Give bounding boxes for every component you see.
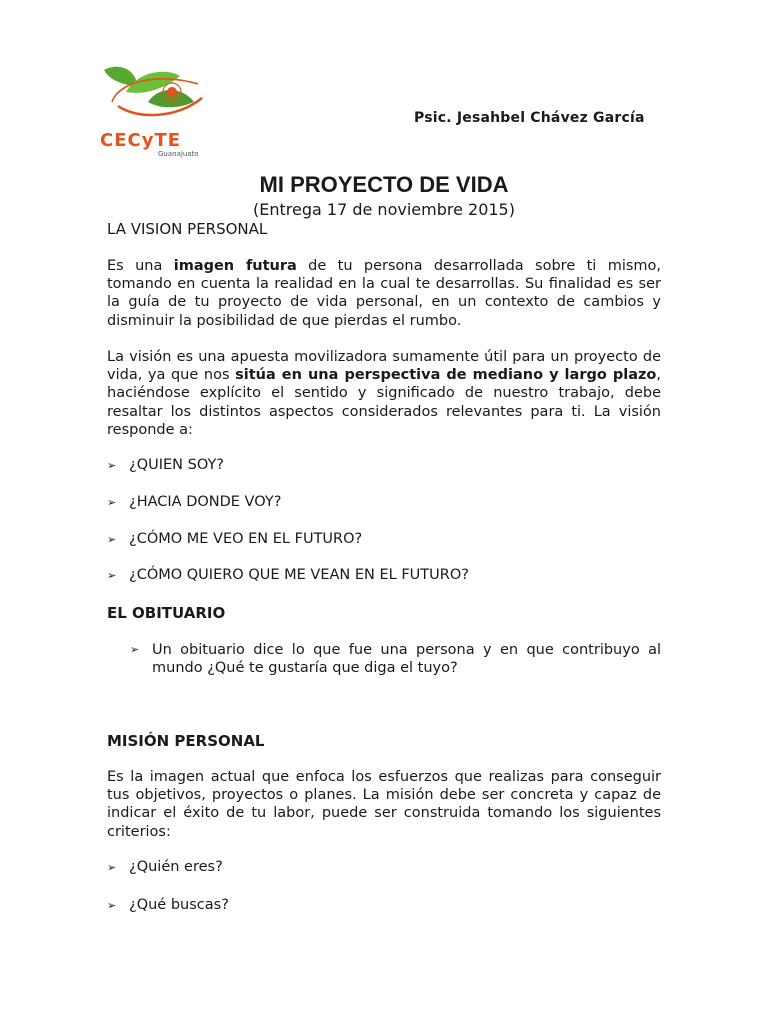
list-item-text: Un obituario dice lo que fue una persona y en que contribuyo al mundo ¿Qué te gustaría que diga el tuyo? <box>152 642 661 677</box>
arrow-bullet-icon: ➢ <box>130 643 140 656</box>
list-item-text: ¿Quién eres? <box>129 859 223 875</box>
vision-paragraph-1 <box>107 257 661 330</box>
list-item <box>107 897 229 913</box>
list-item-text: ¿CÓMO ME VEO EN EL FUTURO? <box>129 531 363 547</box>
vision-heading: LA VISION PERSONAL <box>107 220 268 238</box>
arrow-bullet-icon: ➢ <box>107 533 117 546</box>
list-item <box>107 457 224 473</box>
arrow-bullet-icon: ➢ <box>107 496 117 509</box>
list-item <box>107 494 281 510</box>
vision-paragraph-2 <box>107 348 661 439</box>
emphasis-text: sitúa en una perspectiva de mediano y largo plazo <box>235 367 657 384</box>
author-name: Psic. Jesahbel Chávez García <box>414 110 645 126</box>
arrow-bullet-icon: ➢ <box>107 569 117 582</box>
list-item-text: ¿QUIEN SOY? <box>129 457 224 473</box>
list-item <box>107 859 223 875</box>
text-run: , haciéndose explícito el sentido y significado de nuestro trabajo, debe resaltar los distintos aspectos considerados relevantes para ti. La visión responde a: <box>107 367 661 438</box>
document-subtitle: (Entrega 17 de noviembre 2015) <box>253 200 515 219</box>
list-item-text: ¿HACIA DONDE VOY? <box>129 494 282 510</box>
text-run: Es una <box>107 258 174 274</box>
mision-heading: MISIÓN PERSONAL <box>107 732 265 750</box>
document-title: MI PROYECTO DE VIDA <box>259 172 509 197</box>
text-run: La visión es una apuesta movilizadora sumamente útil para un proyecto de vida, ya que nos <box>107 349 661 384</box>
list-item-text: ¿CÓMO QUIERO QUE ME VEAN EN EL FUTURO? <box>129 567 469 583</box>
logo-wordmark: CECyTE <box>100 130 182 151</box>
list-item-text: ¿Qué buscas? <box>129 897 229 913</box>
text-run: de tu persona desarrollada sobre ti mismo, tomando en cuenta la realidad en la cual te desarrollas. Su finalidad es ser la guía de tu proyecto de vida personal, en un contexto de cambios y disminuir la posibilidad de que pierdas el rumbo. <box>107 258 662 329</box>
list-item <box>107 531 362 547</box>
arrow-bullet-icon: ➢ <box>107 861 117 874</box>
arrow-bullet-icon: ➢ <box>107 899 117 912</box>
emphasis-text: imagen futura <box>173 258 297 274</box>
arrow-bullet-icon: ➢ <box>107 459 117 472</box>
cecyte-logo-icon <box>98 62 206 132</box>
mision-paragraph: Es la imagen actual que enfoca los esfuerzos que realizas para conseguir tus objetivos, proyectos o planes. La misión debe ser concreta y capaz de indicar el éxito de tu labor, puede ser construida tomando los siguientes criterios: <box>107 769 661 840</box>
list-item <box>130 641 661 677</box>
list-item <box>107 567 469 583</box>
cecyte-logo <box>98 62 206 160</box>
obituario-heading: EL OBITUARIO <box>107 604 226 622</box>
logo-subtitle: Guanajuato <box>158 150 199 158</box>
